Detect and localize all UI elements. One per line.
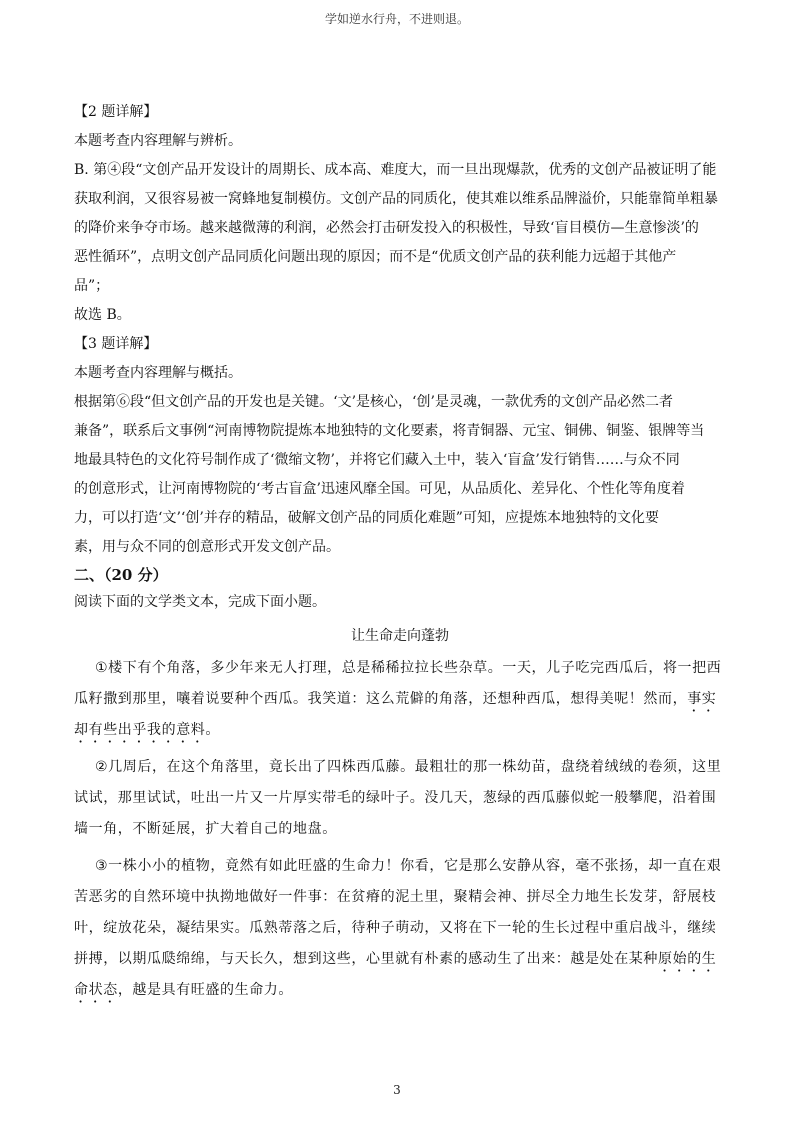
document-body [74, 98, 726, 1006]
q3-intro: 本题考查内容理解与概括。 [74, 365, 242, 381]
passage-title: 让生命走向蓬勃 [351, 628, 449, 644]
passage-paragraph-3 [74, 851, 726, 1006]
q3-line-5: 力，可以打造‘文’‘创’并存的精品，破解文创产品的同质化难题”可知，应提炼本地独特的文化要 [74, 510, 659, 526]
p1-main-text: ①楼下有个角落，多少年来无人打理，总是稀稀拉拉长些杂草。一天，儿子吃完西瓜后，将一把西瓜籽撒到那里，嚷着说要种个西瓜。我笑道：这么荒僻的角落，还想种西瓜，想得美呢！然而， [74, 660, 722, 707]
p3-end-text: ，越是具有旺盛的生命力。 [117, 982, 294, 998]
q3-heading: 【3 题详解】 [74, 336, 158, 352]
q3-line-4: 的创意形式，让河南博物院的‘考古盲盒’迅速风靡全国。可见，从品质化、差异化、个性化等角度着 [74, 481, 685, 497]
q2-heading: 【2 题详解】 [74, 104, 158, 120]
q2-line-3: 的降价来争夺市场。越来越微薄的利润，必然会打击研发投入的积极性，导致‘盲目模仿—生意惨淡’的 [74, 220, 699, 236]
q2-line-5: 品”； [74, 278, 110, 294]
passage-paragraph-2: ②几周后，在这个角落里，竟长出了四株西瓜藤。最粗壮的那一株幼苗，盘绕着绒绒的卷须，这里试试，那里试试，吐出一片又一片厚实带毛的绿叶子。没几天，葱绿的西瓜藤似蛇一般攀爬，沿着围墙一角，不断延展，扩大着自己的地盘。 [74, 759, 722, 837]
q2-intro: 本题考查内容理解与辨析。 [74, 133, 242, 149]
q2-line-2: 获取利润，又很容易被一窝蜂地复制模仿。文创产品的同质化，使其难以维系品牌溢价，只能靠简单粗暴 [74, 191, 718, 207]
q3-line-3: 地最具特色的文化符号制作成了‘微缩文物’，并将它们藏入土中，装入‘盲盒’发行销售……与众不同 [74, 452, 680, 468]
q3-line-6: 素，用与众不同的创意形式开发文创产品。 [74, 539, 340, 555]
page-number: 3 [393, 1083, 401, 1097]
q2-line-4: 恶性循环”，点明文创产品同质化问题出现的原因；而不是“优质文创产品的获利能力远超于其他产 [74, 249, 677, 265]
page-header-motto: 学如逆水行舟，不进则退。 [324, 12, 469, 26]
p1-end-punct: 。 [205, 722, 221, 738]
section-2-title: 二、（20 分） [74, 566, 168, 584]
q2-answer: 故选 B。 [74, 307, 131, 323]
section-2-instruction: 阅读下面的文学类文本，完成下面小题。 [74, 594, 326, 610]
q3-line-2: 兼备”，联系后文事例“河南博物院提炼本地独特的文化要素，将青铜器、元宝、铜佛、铜鉴、银牌等当 [74, 423, 705, 439]
q3-line-1: 根据第⑥段“但文创产品的开发也是关键。‘文’是核心，‘创’是灵魂，一款优秀的文创产品必然二者 [74, 394, 673, 410]
p3-emphasized-text: 原始的生命状态 [74, 951, 717, 998]
p3-main-text: ③一株小小的植物，竟然有如此旺盛的生命力！你看，它是那么安静从容，毫不张扬，却一直在艰苦恶劣的自然环境中执拗地做好一件事：在贫瘠的泥土里，聚精会神、拼尽全力地生长发芽，舒展枝叶，绽放花朵，凝结果实。瓜熟蒂落之后，待种子萌动，又将在下一轮的生长过程中重启战斗，继续拼搏，以期瓜瓞绵绵，与天长久，想到这些，心里就有朴素的感动生了出来：越是处在某种 [74, 858, 722, 967]
passage-paragraph-1 [74, 653, 726, 746]
q2-line-1: B. 第④段“文创产品开发设计的周期长、成本高、难度大，而一旦出现爆款，优秀的文创产品被证明了能 [74, 162, 717, 178]
p1-emphasized-text: 事实却有些出乎我的意料 [74, 691, 717, 738]
